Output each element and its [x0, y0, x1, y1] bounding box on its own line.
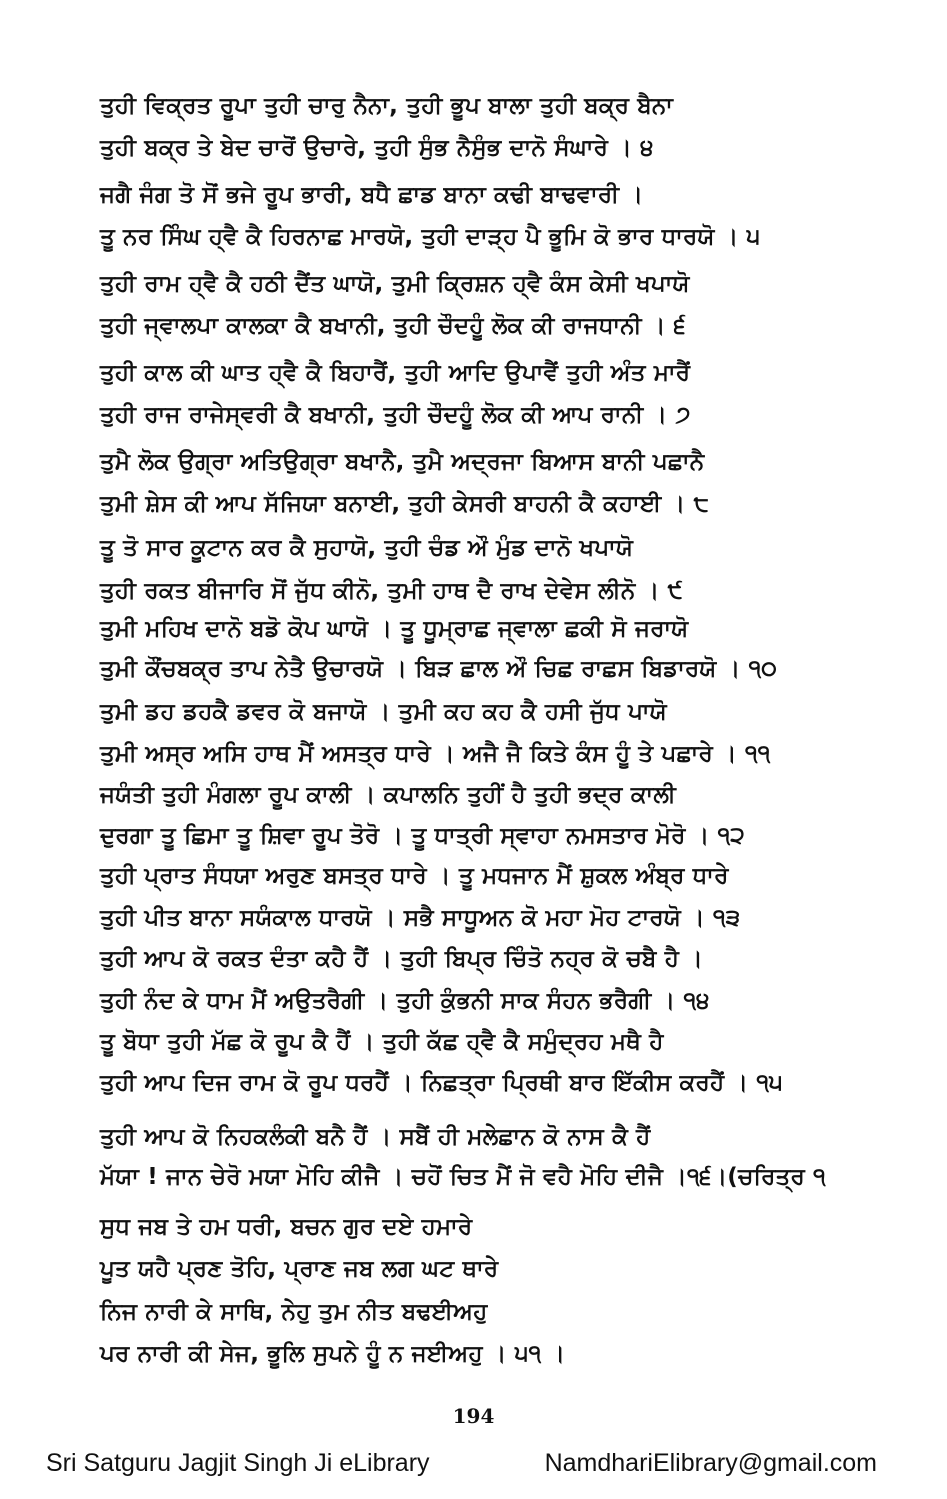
verse-line-22: ਤੁਹੀ ਨੰਦ ਕੇ ਧਾਮ ਮੈਂ ਅਉਤਰੈਗੀ । ਤੁਹੀ ਕੁੰਭਨੀ ਸਾਕ ਸੰਹਨ ਭਰੈਗੀ । ੧੪ [100, 988, 710, 1014]
verse-line-16: ਤੁਮੀ ਅਸ੍ਰ ਅਸਿ ਹਾਥ ਮੈਂ ਅਸਤ੍ਰ ਧਾਰੇ । ਅਜੈ ਜੈ ਕਿਤੇ ਕੰਸ ਹੂੰ ਤੇ ਪਛਾਰੇ । ੧੧ [100, 741, 771, 767]
verse-line-30: ਪਰ ਨਾਰੀ ਕੀ ਸੇਜ, ਭੂਲਿ ਸੁਪਨੇ ਹੂੰ ਨ ਜਈਅਹੁ । ੫੧ । [100, 1341, 566, 1367]
verse-line-11: ਤੂ ਤੋ ਸਾਰ ਕੂਟਾਨ ਕਰ ਕੈ ਸੁਹਾਯੋ, ਤੁਹੀ ਚੰਡ ਔ ਮੁੰਡ ਦਾਨੋ ਖਪਾਯੋ [100, 535, 634, 561]
verse-line-8: ਤੁਹੀ ਰਾਜ ਰਾਜੇਸ੍ਵਰੀ ਕੈ ਬਖਾਨੀ, ਤੁਹੀ ਚੌਦਹੂੰ ਲੋਕ ਕੀ ਆਪ ਰਾਨੀ । ੭ [100, 402, 691, 428]
verse-line-1: ਤੁਹੀ ਵਿਕ੍ਰਤ ਰੂਪਾ ਤੁਹੀ ਚਾਰੁ ਨੈਨਾ, ਤੁਹੀ ਭੂਪ ਬਾਲਾ ਤੁਹੀ ਬਕ੍ਰ ਬੈਨਾ [100, 93, 674, 119]
verse-line-15: ਤੁਮੀ ਡਹ ਡਹਕੈ ਡਵਰ ਕੋ ਬਜਾਯੋ । ਤੁਮੀ ਕਹ ਕਹ ਕੈ ਹਸੀ ਜੁੱਧ ਪਾਯੋ [100, 699, 667, 725]
verse-line-2: ਤੁਹੀ ਬਕ੍ਰ ਤੇ ਬੇਦ ਚਾਰੋਂ ਉਚਾਰੇ, ਤੁਹੀ ਸੁੰਭ ਨੈਸੁੰਭ ਦਾਨੋ ਸੰਘਾਰੇ । ੪ [100, 135, 654, 161]
verse-line-7: ਤੁਹੀ ਕਾਲ ਕੀ ਘਾਤ ਹ੍ਵੈ ਕੈ ਬਿਹਾਰੈਂ, ਤੁਹੀ ਆਦਿ ਉਪਾਵੈਂ ਤੁਹੀ ਅੰਤ ਮਾਰੈਂ [100, 360, 691, 386]
verse-line-13: ਤੁਮੀ ਮਹਿਖ ਦਾਨੋ ਬਡੋ ਕੋਪ ਘਾਯੋ । ਤੂ ਧੂਮ੍ਰਾਛ ਜ੍ਵਾਲਾ ਛਕੀ ਸੋ ਜਰਾਯੋ [100, 616, 689, 642]
verse-line-9: ਤੁਮੈ ਲੋਕ ਉਗ੍ਰਾ ਅਤਿਉਗ੍ਰਾ ਬਖਾਨੈ, ਤੁਮੈ ਅਦ੍ਰਜਾ ਬਿਆਸ ਬਾਨੀ ਪਛਾਨੈ [100, 449, 705, 475]
verse-line-4: ਤੂ ਨਰ ਸਿੰਘ ਹ੍ਵੈ ਕੈ ਹਿਰਨਾਛ ਮਾਰਯੋ, ਤੁਹੀ ਦਾੜ੍ਹ ਪੈ ਭੂਮਿ ਕੋ ਭਾਰ ਧਾਰਯੋ । ੫ [100, 224, 761, 250]
verse-line-28: ਪੂਤ ਯਹੈ ਪ੍ਰਣ ਤੋਹਿ, ਪ੍ਰਾਣ ਜਬ ਲਗ ਘਟ ਥਾਰੇ [100, 1256, 499, 1282]
verse-line-12: ਤੁਹੀ ਰਕਤ ਬੀਜਾਰਿ ਸੋਂ ਜੁੱਧ ਕੀਨੋ, ਤੁਮੀ ਹਾਥ ਦੈ ਰਾਖ ਦੇਵੇਸ ਲੀਨੋ । ੯ [100, 578, 683, 604]
verse-line-6: ਤੁਹੀ ਜ੍ਵਾਲਪਾ ਕਾਲਕਾ ਕੈ ਬਖਾਨੀ, ਤੁਹੀ ਚੌਦਹੂੰ ਲੋਕ ਕੀ ਰਾਜਧਾਨੀ । ੬ [100, 313, 686, 339]
verse-line-23: ਤੂ ਬੋਧਾ ਤੁਹੀ ਮੱਛ ਕੋ ਰੂਪ ਕੈ ਹੈਂ । ਤੁਹੀ ਕੱਛ ਹ੍ਵੈ ਕੈ ਸਮੁੰਦ੍ਰਹ ਮਥੈ ਹੈ [100, 1029, 664, 1055]
verse-line-25: ਤੁਹੀ ਆਪ ਕੋ ਨਿਹਕਲੰਕੀ ਬਨੈ ਹੈਂ । ਸਬੈਂ ਹੀ ਮਲੇਛਾਨ ਕੋ ਨਾਸ ਕੈ ਹੈਂ [100, 1124, 651, 1150]
footer-library-name: Sri Satguru Jagjit Singh Ji eLibrary [46, 1449, 430, 1477]
verse-line-5: ਤੁਹੀ ਰਾਮ ਹ੍ਵੈ ਕੈ ਹਠੀ ਦੈਂਤ ਘਾਯੋ, ਤੁਮੀ ਕ੍ਰਿਸ਼ਨ ਹ੍ਵੈ ਕੰਸ ਕੇਸੀ ਖਪਾਯੋ [100, 271, 690, 297]
page-number: 194 [452, 1404, 495, 1428]
verse-line-27: ਸੁਧ ਜਬ ਤੇ ਹਮ ਧਰੀ, ਬਚਨ ਗੁਰ ਦਏ ਹਮਾਰੇ [100, 1214, 473, 1240]
verse-line-20: ਤੁਹੀ ਪੀਤ ਬਾਨਾ ਸਯੰਕਾਲ ਧਾਰਯੋ । ਸਭੈ ਸਾਧੂਅਨ ਕੋ ਮਹਾ ਮੋਹ ਟਾਰਯੋ । ੧੩ [100, 905, 741, 931]
footer-email: NamdhariElibrary@gmail.com [544, 1449, 877, 1477]
verse-line-26: ਮੱਯਾ ! ਜਾਨ ਚੇਰੋ ਮਯਾ ਮੋਹਿ ਕੀਜੈ । ਚਹੋਂ ਚਿਤ ਮੈਂ ਜੋ ਵਹੈ ਮੋਹਿ ਦੀਜੈ ।੧੬।(ਚਰਿਤ੍ਰ ੧ [100, 1164, 826, 1190]
verse-line-18: ਦੁਰਗਾ ਤੂ ਛਿਮਾ ਤੂ ਸ਼ਿਵਾ ਰੂਪ ਤੋਰੋ । ਤੂ ਧਾਤ੍ਰੀ ਸ੍ਵਾਹਾ ਨਮਸਤਾਰ ਮੋਰੋ । ੧੨ [100, 823, 745, 849]
verse-line-10: ਤੁਮੀ ਸ਼ੇਸ ਕੀ ਆਪ ਸੱਜਿਯਾ ਬਨਾਈ, ਤੁਹੀ ਕੇਸਰੀ ਬਾਹਨੀ ਕੈ ਕਹਾਈ । ੮ [100, 491, 709, 517]
verse-line-17: ਜਯੰਤੀ ਤੁਹੀ ਮੰਗਲਾ ਰੂਪ ਕਾਲੀ । ਕਪਾਲਨਿ ਤੁਹੀਂ ਹੈ ਤੁਹੀ ਭਦ੍ਰ ਕਾਲੀ [100, 782, 676, 808]
verse-line-19: ਤੁਹੀ ਪ੍ਰਾਤ ਸੰਧਯਾ ਅਰੁਣ ਬਸਤ੍ਰ ਧਾਰੇ । ਤੂ ਮਧਜਾਨ ਮੈਂ ਸ਼ੁਕਲ ਅੰਬ੍ਰ ਧਾਰੇ [100, 863, 729, 889]
verse-line-3: ਜਗੈ ਜੰਗ ਤੋ ਸੋਂ ਭਜੇ ਰੂਪ ਭਾਰੀ, ਬਧੈ ਛਾਡ ਬਾਨਾ ਕਢੀ ਬਾਢਵਾਰੀ । [100, 182, 644, 208]
verse-line-21: ਤੁਹੀ ਆਪ ਕੋ ਰਕਤ ਦੰਤਾ ਕਹੈ ਹੈਂ । ਤੁਹੀ ਬਿਪ੍ਰ ਚਿੰਤੋ ਨਹ੍ਰ ਕੋ ਚਬੈ ਹੈ । [100, 946, 704, 972]
verse-line-29: ਨਿਜ ਨਾਰੀ ਕੇ ਸਾਥਿ, ਨੇਹੁ ਤੁਮ ਨੀਤ ਬਢਈਅਹੁ [100, 1299, 488, 1325]
verse-line-14: ਤੁਮੀ ਕੌਂਚਬਕ੍ਰ ਤਾਪ ਨੇਤੈ ਉਚਾਰਯੋ । ਬਿੜ ਛਾਲ ਔ ਚਿਛ ਰਾਛਸ ਬਿਡਾਰਯੋ । ੧੦ [100, 656, 777, 682]
verse-line-24: ਤੁਹੀ ਆਪ ਦਿਜ ਰਾਮ ਕੋ ਰੂਪ ਧਰਹੈਂ । ਨਿਛਤ੍ਰਾ ਪ੍ਰਿਥੀ ਬਾਰ ਇੱਕੀਸ ਕਰਹੈਂ । ੧੫ [100, 1070, 783, 1096]
